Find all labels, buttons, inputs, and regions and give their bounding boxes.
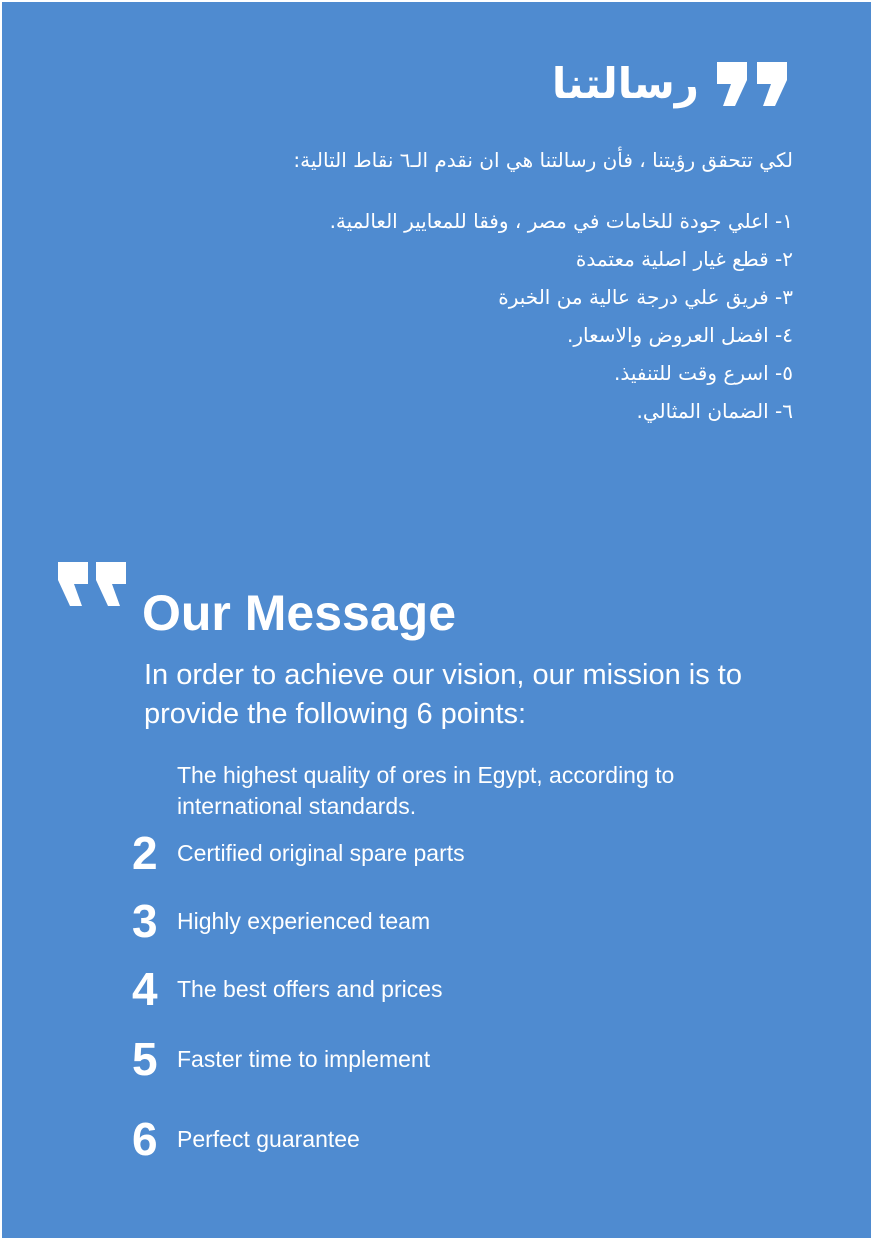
arabic-heading [552, 58, 793, 110]
arabic-point: ١- اعلي جودة للخامات في مصر ، وفقا للمعايير العالمية. [329, 209, 793, 233]
arabic-point: ٣- فريق علي درجة عالية من الخبرة [498, 285, 793, 309]
point-text: The best offers and prices [177, 975, 443, 1002]
point-number: 2 [132, 827, 158, 879]
english-point-item [132, 895, 431, 947]
point-number: 4 [132, 963, 158, 1015]
english-point-item [132, 1033, 431, 1085]
opening-quote-icon [54, 558, 132, 610]
point-text: Perfect guarantee [177, 1125, 360, 1152]
point-text: Highly experienced team [177, 907, 431, 934]
arabic-intro: لكي تتحقق رؤيتنا ، فأن رسالتنا هي ان نقدم الـ٦ نقاط التالية: [293, 148, 793, 172]
arabic-points-list [330, 202, 793, 430]
english-point-item [132, 1113, 360, 1165]
point-number: 3 [132, 895, 158, 947]
english-point-item [132, 963, 443, 1015]
arabic-point: ٢- قطع غيار اصلية معتمدة [575, 247, 793, 271]
closing-quote-icon [713, 58, 793, 110]
point-text: Certified original spare parts [177, 839, 465, 866]
arabic-point: ٦- الضمان المثالي. [636, 399, 793, 423]
point-number: 5 [132, 1033, 158, 1085]
english-title: Our Message [142, 585, 457, 641]
english-point-1: The highest quality of ores in Egypt, according to international standards. [177, 762, 675, 819]
arabic-title: رسالتنا [551, 59, 699, 108]
arabic-section [552, 58, 793, 110]
english-point-item [132, 827, 465, 879]
arabic-point: ٥- اسرع وقت للتنفيذ. [614, 361, 793, 385]
english-intro: In order to achieve our vision, our mission is to provide the following 6 points: [144, 659, 742, 730]
point-text: Faster time to implement [177, 1045, 431, 1072]
arabic-point: ٤- افضل العروض والاسعار. [567, 323, 793, 347]
page [2, 2, 871, 1238]
point-number: 6 [132, 1113, 158, 1165]
